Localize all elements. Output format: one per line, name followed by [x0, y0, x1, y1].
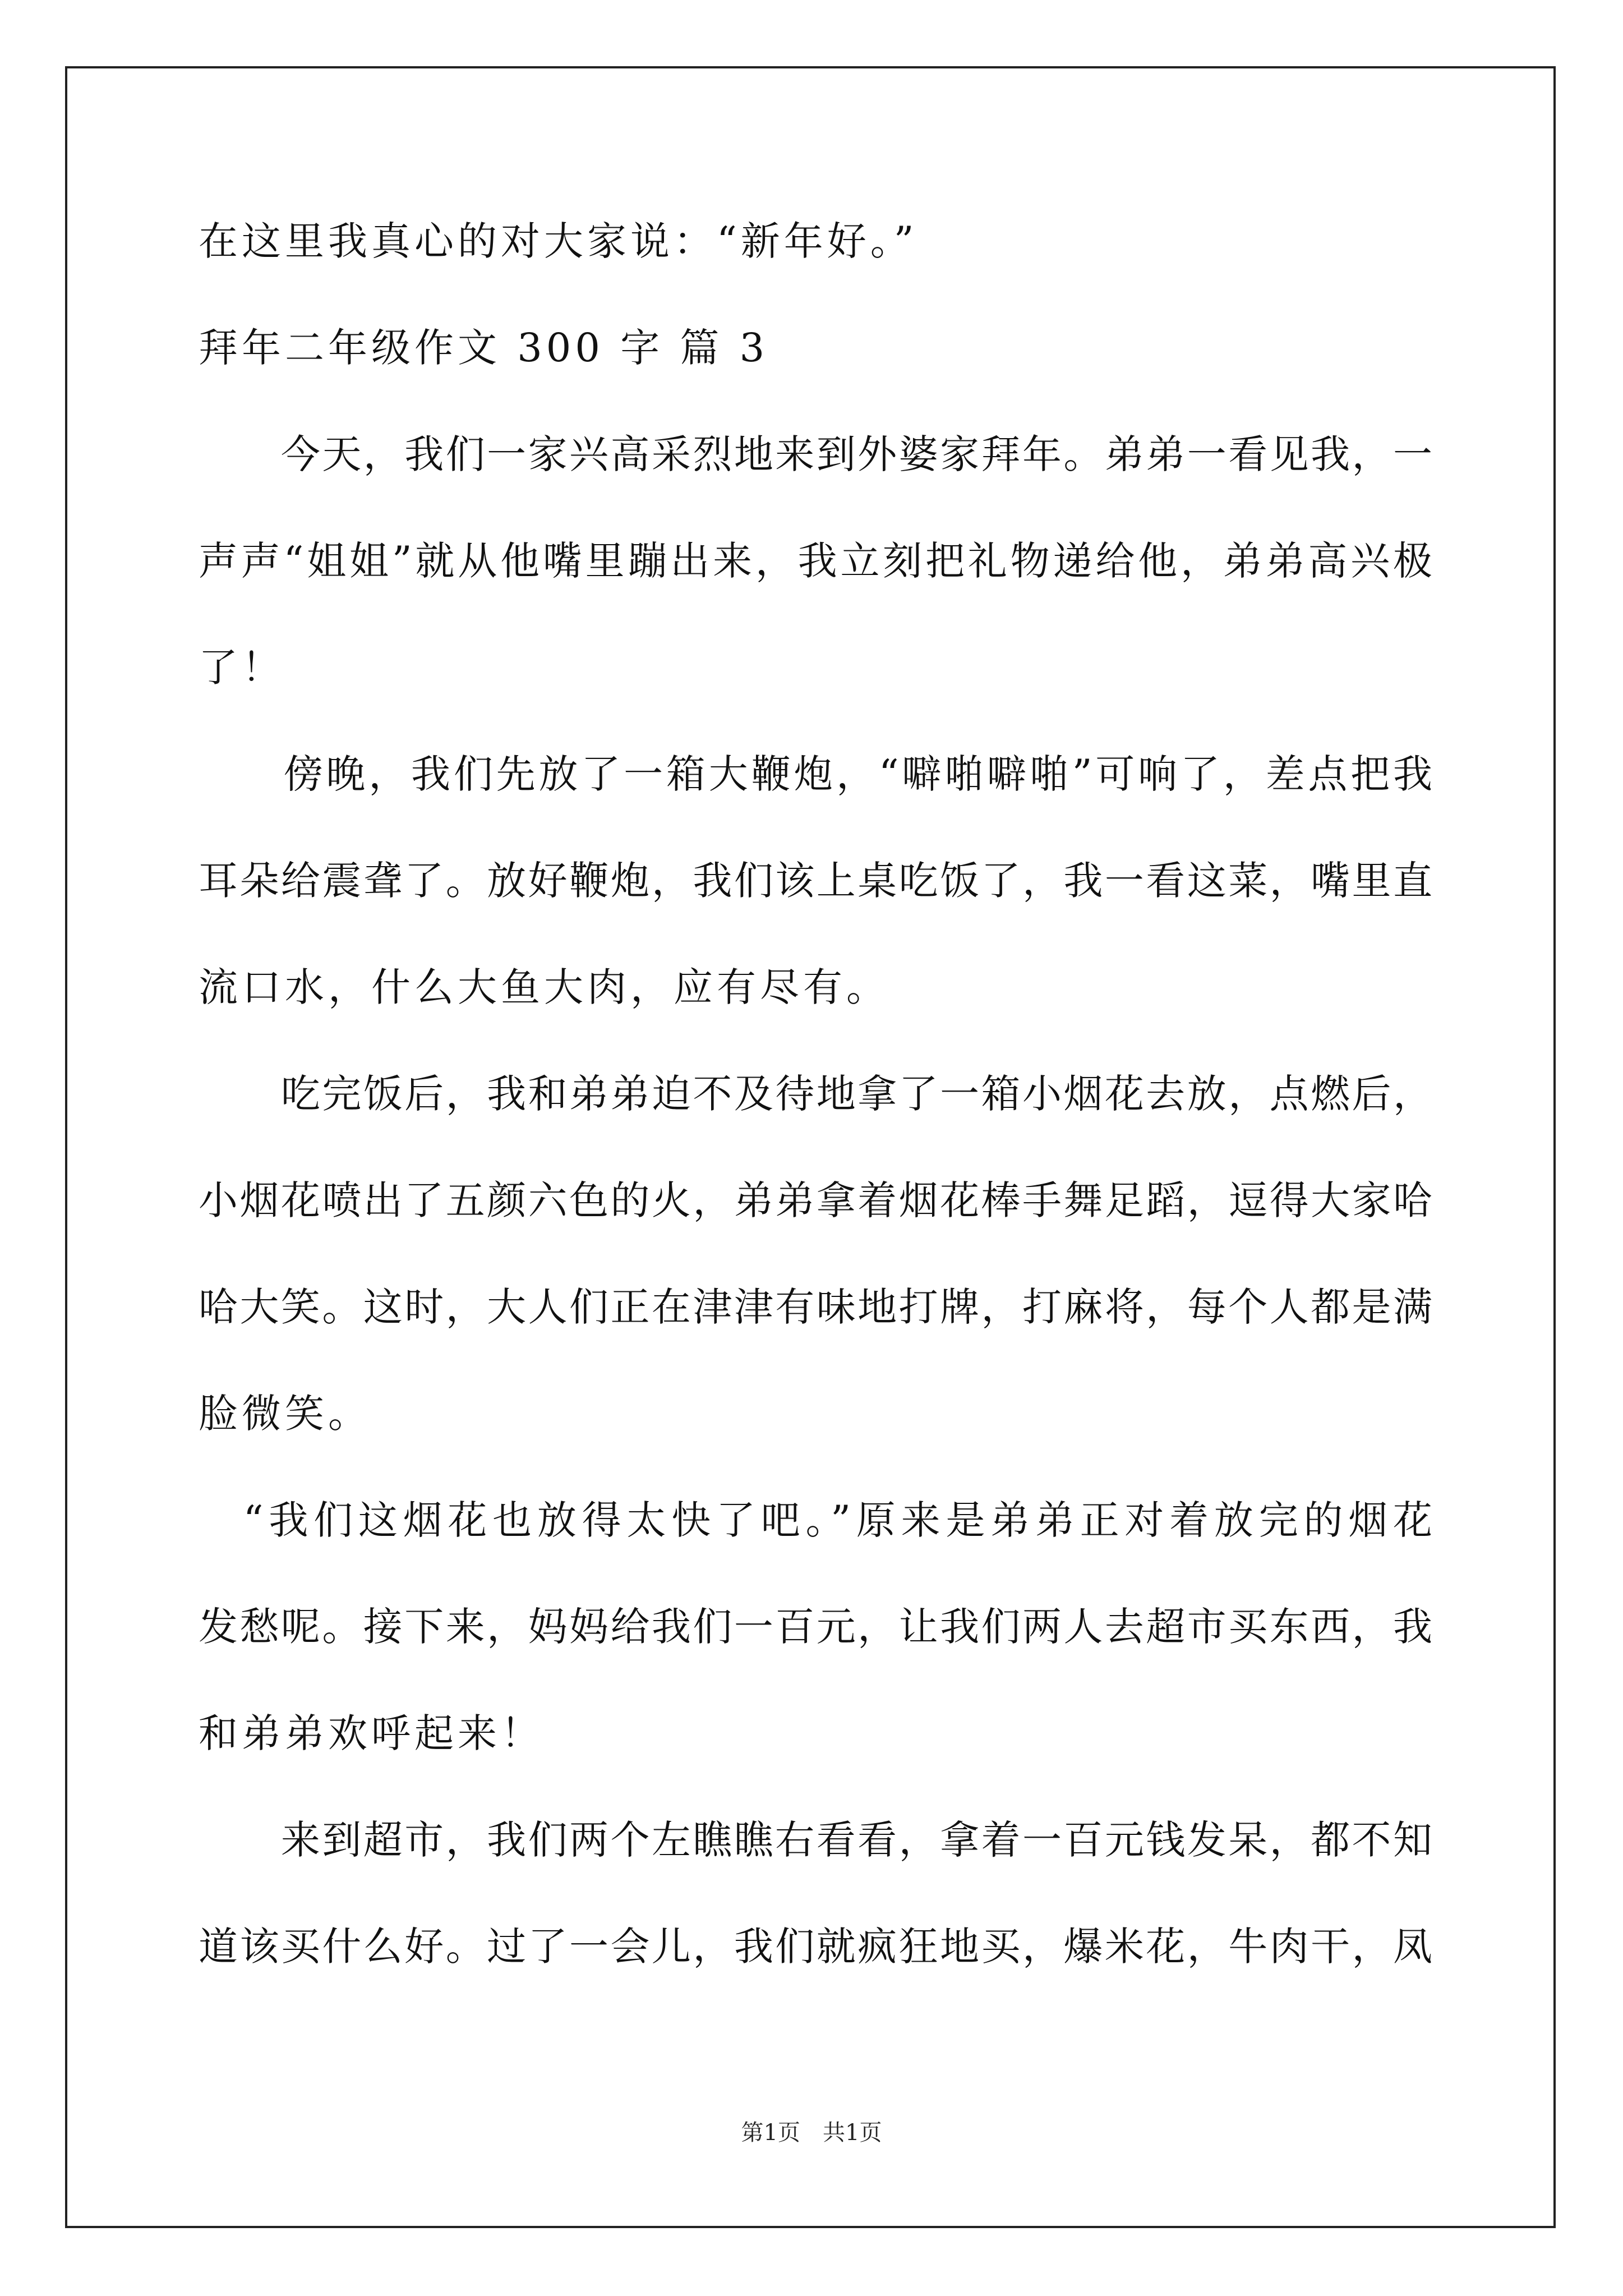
text-line: 吃完饭后，我和弟弟迫不及待地拿了一箱小烟花去放，点燃后， — [199, 1071, 1432, 1117]
text-line: 今天，我们一家兴高采烈地来到外婆家拜年。弟弟一看见我，一 — [199, 431, 1432, 477]
text-line: 发愁呢。接下来，妈妈给我们一百元，让我们两人去超市买东西，我 — [199, 1604, 1432, 1650]
page-footer: 第1页 共1页 — [741, 2120, 882, 2146]
text-line: 耳朵给震聋了。放好鞭炮，我们该上桌吃饭了，我一看这菜，嘴里直 — [199, 858, 1432, 904]
page-border — [65, 66, 1556, 2228]
text-line: 脸微笑。 — [199, 1391, 371, 1437]
text-line: “我们这烟花也放得太快了吧。”原来是弟弟正对着放完的烟花 — [199, 1497, 1432, 1543]
text-line: 小烟花喷出了五颜六色的火，弟弟拿着烟花棒手舞足蹈，逗得大家哈 — [199, 1177, 1432, 1223]
text-line: 道该买什么好。过了一会儿，我们就疯狂地买，爆米花，牛肉干，凤 — [199, 1924, 1432, 1970]
text-line: 流口水，什么大鱼大肉，应有尽有。 — [199, 964, 889, 1010]
text-line: 声声“姐姐”就从他嘴里蹦出来，我立刻把礼物递给他，弟弟高兴极 — [199, 538, 1432, 584]
text-line: 和弟弟欢呼起来！ — [199, 1710, 544, 1756]
section-heading: 拜年二年级作文 300 字 篇 3 — [199, 325, 769, 371]
text-line: 来到超市，我们两个左瞧瞧右看看，拿着一百元钱发呆，都不知 — [199, 1817, 1432, 1863]
text-line: 哈大笑。这时，大人们正在津津有味地打牌，打麻将，每个人都是满 — [199, 1284, 1432, 1330]
text-line: 傍晚，我们先放了一箱大鞭炮，“噼啪噼啪”可响了，差点把我 — [199, 751, 1432, 797]
text-line: 了！ — [199, 645, 285, 691]
text-line: 在这里我真心的对大家说：“新年好。” — [199, 218, 918, 264]
